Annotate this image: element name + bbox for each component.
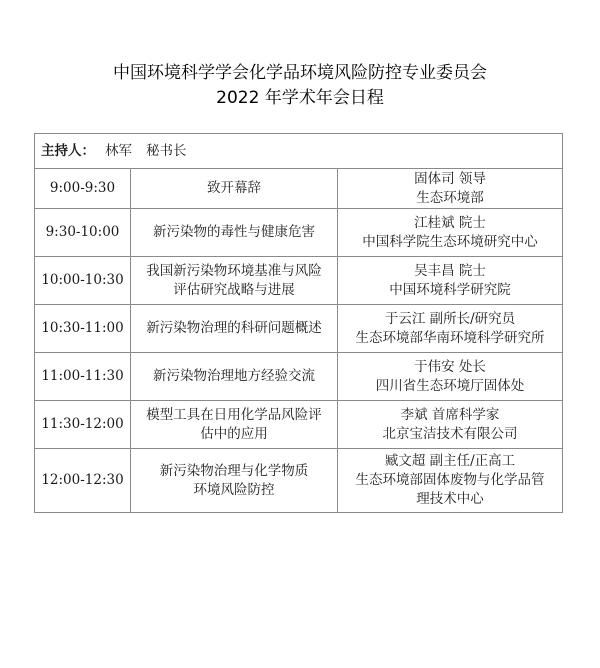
time-cell: 10:30-11:00 <box>35 305 131 353</box>
host-title: 秘书长 <box>146 142 187 159</box>
topic-cell <box>131 449 338 513</box>
speaker-name: 臧文超 副主任/正高工 <box>384 453 516 469</box>
topic-cell <box>131 257 338 305</box>
topic-line: 新污染物治理的科研问题概述 <box>146 320 322 336</box>
topic-line: 估中的应用 <box>200 425 268 442</box>
speaker-affiliation: 理技术中心 <box>416 491 484 507</box>
schedule-row <box>35 305 563 353</box>
schedule-row <box>35 353 563 401</box>
schedule-row <box>35 169 563 209</box>
host-name: 林军 <box>105 142 132 159</box>
speaker-name: 江桂斌 院士 <box>414 214 486 231</box>
speaker-affiliation: 生态环境部固体废物与化学品管 <box>355 472 545 488</box>
speaker-affiliation: 生态环境部华南环境科学研究所 <box>355 329 545 346</box>
time-cell: 10:00-10:30 <box>35 257 131 305</box>
speaker-affiliation: 中国科学院生态环境研究中心 <box>362 233 538 250</box>
speaker-affiliation: 北京宝洁技术有限公司 <box>382 425 518 442</box>
speaker-affiliation: 生态环境部 <box>416 189 484 206</box>
topic-line: 新污染物治理与化学物质 <box>159 462 309 479</box>
speaker-name: 于云江 副所长/研究员 <box>384 310 516 327</box>
topic-line: 评估研究战略与进展 <box>173 281 295 298</box>
schedule-row <box>35 257 563 305</box>
host-row <box>35 134 563 169</box>
schedule-table <box>34 133 563 513</box>
topic-line: 我国新污染物环境基准与风险 <box>146 262 322 279</box>
host-label: 主持人： <box>41 142 95 159</box>
speaker-name: 李斌 首席科学家 <box>400 406 500 423</box>
page-title: 中国环境科学学会化学品环境风险防控专业委员会 <box>113 63 487 83</box>
speaker-cell <box>338 401 563 449</box>
topic-line: 致开幕辞 <box>207 180 261 196</box>
topic-line: 新污染物的毒性与健康危害 <box>153 224 315 240</box>
page-subtitle: 2022 年学术年会日程 <box>216 88 384 108</box>
schedule-row <box>35 449 563 513</box>
speaker-name: 吴丰昌 院士 <box>414 262 486 279</box>
speaker-cell <box>338 353 563 401</box>
topic-line: 新污染物治理地方经验交流 <box>153 368 315 384</box>
topic-cell <box>131 305 338 353</box>
time-cell: 9:30-10:00 <box>35 209 131 257</box>
topic-cell <box>131 353 338 401</box>
topic-line: 模型工具在日用化学品风险评 <box>146 406 322 423</box>
time-cell: 12:00-12:30 <box>35 449 131 513</box>
time-cell: 11:30-12:00 <box>35 401 131 449</box>
speaker-cell <box>338 169 563 209</box>
schedule-body <box>35 134 563 513</box>
time-cell: 11:00-11:30 <box>35 353 131 401</box>
speaker-cell <box>338 449 563 513</box>
speaker-cell <box>338 209 563 257</box>
topic-cell <box>131 209 338 257</box>
speaker-affiliation: 四川省生态环境厅固体处 <box>375 377 525 394</box>
topic-line: 环境风险防控 <box>193 481 275 498</box>
schedule-row <box>35 401 563 449</box>
speaker-cell <box>338 257 563 305</box>
schedule-row <box>35 209 563 257</box>
speaker-affiliation: 中国环境科学研究院 <box>389 281 511 298</box>
topic-cell <box>131 169 338 209</box>
time-cell: 9:00-9:30 <box>35 169 131 209</box>
topic-cell <box>131 401 338 449</box>
host-cell <box>35 134 563 169</box>
speaker-name: 固体司 领导 <box>414 170 486 187</box>
speaker-name: 于伟安 处长 <box>414 358 486 375</box>
speaker-cell <box>338 305 563 353</box>
